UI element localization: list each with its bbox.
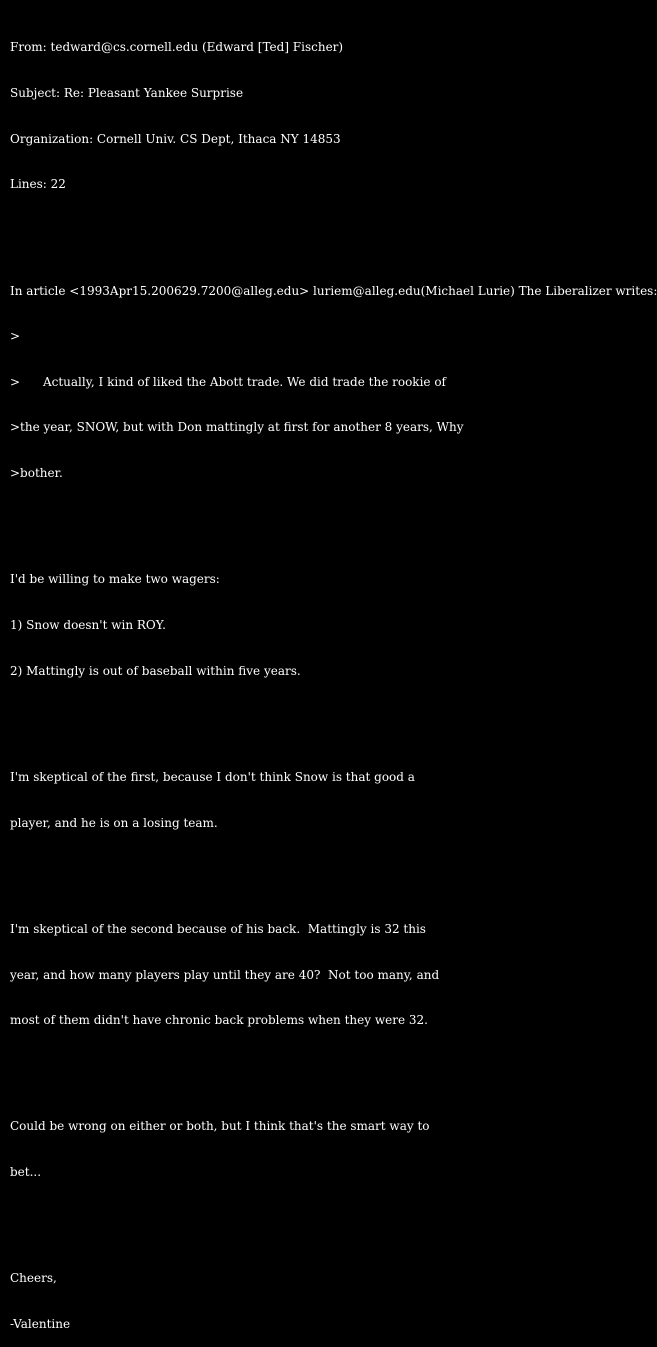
news-article: [10, 10, 657, 1347]
spacer: [10, 223, 510, 238]
body-line-text: year, and how many players play until they are 40? Not too many, and: [10, 967, 440, 982]
spacer: [10, 1059, 510, 1074]
body-line: [10, 922, 510, 937]
attribution-line: In article <1993Apr15.200629.7200@alleg.edu> luriem@alleg.edu(Michael Lurie) The Liberalizer writes:: [10, 283, 657, 298]
body-line: [10, 816, 510, 831]
spacer: [10, 512, 510, 527]
spacer: [10, 861, 510, 876]
body-line: 1) Snow doesn't win ROY.: [10, 617, 166, 632]
body-line-text: 2) Mattingly is out of baseball within five years.: [10, 663, 301, 678]
quote-line: > Actually, I kind of liked the Abott trade. We did trade the rookie of: [10, 374, 447, 389]
body-line-text: most of them didn't have chronic back problems when they were 32.: [10, 1013, 428, 1028]
header-lines: Lines: 22: [10, 177, 66, 192]
spacer: [10, 709, 510, 724]
spacer: [10, 1211, 510, 1226]
body-line: I'd be willing to make two wagers:: [10, 572, 220, 587]
header-subject: Subject: Re: Pleasant Yankee Surprise: [10, 86, 244, 100]
quote-line: >bother.: [10, 465, 63, 480]
body-line-text: I'm skeptical of the first, because I don't think Snow is that good a: [10, 769, 415, 784]
body-line-text: Could be wrong on either or both, but I think that's the smart way to: [10, 1119, 430, 1134]
body-line: bet...: [10, 1165, 42, 1180]
header-from: From: tedward@cs.cornell.edu (Edward [Ted] Fischer): [10, 40, 344, 55]
closing-line: Cheers,: [10, 1271, 57, 1286]
body-line: [10, 1013, 510, 1028]
body-line: [10, 1119, 510, 1134]
body-line: [10, 770, 510, 785]
signature-line: -Valentine: [10, 1317, 71, 1332]
body-line: [10, 664, 510, 679]
quote-line: >the year, SNOW, but with Don mattingly at first for another 8 years, Why: [10, 420, 464, 435]
header-organization: [10, 132, 510, 147]
header-organization-text: Organization: Cornell Univ. CS Dept, Ithaca NY 14853: [10, 131, 341, 146]
quote-line: >: [10, 329, 21, 344]
body-line-text: player, and he is on a losing team.: [10, 815, 218, 830]
body-line-text: I'm skeptical of the second because of his back. Mattingly is 32 this: [10, 921, 426, 936]
body-line: [10, 968, 510, 983]
